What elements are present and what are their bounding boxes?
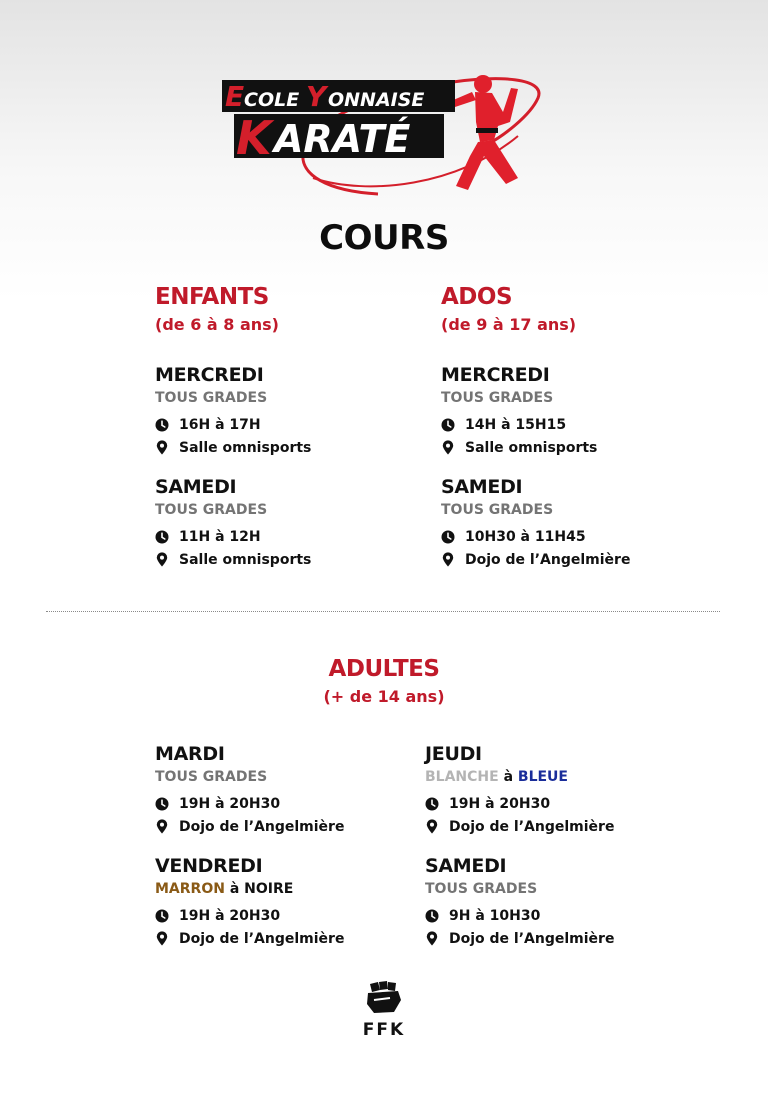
grade-from: MARRON [155,881,225,897]
session-time: 10H30 à 11H45 [465,528,586,545]
clock-icon [155,418,169,432]
session-grade: TOUS GRADES [425,881,538,897]
session-day: MERCREDI [155,364,264,386]
map-pin-icon [155,553,169,567]
map-pin-icon [155,932,169,946]
map-pin-icon [155,820,169,834]
session-ados-samedi [441,475,630,570]
session-time: 19H à 20H30 [449,795,551,812]
svg-text:E: E [225,80,245,113]
map-pin-icon [441,553,455,567]
grade-separator: à [498,769,518,785]
group-adultes [0,655,768,709]
fist-icon [364,980,404,1016]
svg-text:COLE: COLE [244,89,300,111]
session-day: SAMEDI [155,476,237,498]
session-day: VENDREDI [155,855,263,877]
svg-text:ARATÉ: ARATÉ [274,117,411,161]
group-title: ADOS [441,284,513,310]
session-grade [155,879,344,899]
session-day: SAMEDI [441,476,523,498]
session-grade: TOUS GRADES [441,390,554,406]
svg-text:Y: Y [306,80,327,113]
session-day: MERCREDI [441,364,550,386]
group-enfants [155,283,279,337]
session-place: Dojo de l’Angelmière [449,930,615,947]
svg-text:K: K [236,111,272,165]
session-place: Salle omnisports [179,439,312,456]
map-pin-icon [425,932,439,946]
session-place: Salle omnisports [179,551,312,568]
clock-icon [425,797,439,811]
session-day: SAMEDI [425,855,507,877]
clock-icon [155,797,169,811]
session-time: 9H à 10H30 [449,907,541,924]
page-title: COURS [319,218,449,258]
session-place: Dojo de l’Angelmière [449,818,615,835]
session-place: Dojo de l’Angelmière [179,930,345,947]
group-subtitle: (de 6 à 8 ans) [155,315,279,334]
session-adultes-jeudi [425,742,614,837]
session-adultes-samedi [425,854,614,949]
map-pin-icon [441,441,455,455]
group-ados [441,283,576,337]
ffk-label: FFK [362,1020,406,1040]
section-divider [46,611,720,612]
svg-text:ONNAISE: ONNAISE [328,89,425,111]
session-time: 14H à 15H15 [465,416,567,433]
session-grade: TOUS GRADES [155,390,268,406]
session-grade: TOUS GRADES [155,502,268,518]
session-grade: TOUS GRADES [441,502,554,518]
group-subtitle: (de 9 à 17 ans) [441,315,577,334]
session-day: MARDI [155,743,225,765]
grade-to: BLEUE [517,769,568,785]
group-title: ADULTES [328,656,440,682]
session-time: 19H à 20H30 [179,795,281,812]
session-place: Dojo de l’Angelmière [179,818,345,835]
session-enfants-samedi [155,475,311,570]
session-day: JEUDI [425,743,482,765]
clock-icon [441,530,455,544]
session-time: 16H à 17H [179,416,261,433]
clock-icon [425,909,439,923]
group-subtitle: (+ de 14 ans) [323,687,445,706]
session-grade [425,767,614,787]
session-place: Dojo de l’Angelmière [465,551,631,568]
session-place: Salle omnisports [465,439,598,456]
club-logo [218,66,548,201]
session-adultes-mardi [155,742,344,837]
map-pin-icon [425,820,439,834]
session-ados-mercredi [441,363,597,458]
session-grade: TOUS GRADES [155,769,268,785]
group-title: ENFANTS [155,284,269,310]
session-enfants-mercredi [155,363,311,458]
grade-from: BLANCHE [425,769,499,785]
grade-to: NOIRE [244,881,294,897]
map-pin-icon [155,441,169,455]
session-adultes-vendredi [155,854,344,949]
ffk-logo [356,980,412,1040]
grade-separator: à [224,881,245,897]
session-time: 11H à 12H [179,528,261,545]
clock-icon [155,909,169,923]
clock-icon [155,530,169,544]
session-time: 19H à 20H30 [179,907,281,924]
clock-icon [441,418,455,432]
